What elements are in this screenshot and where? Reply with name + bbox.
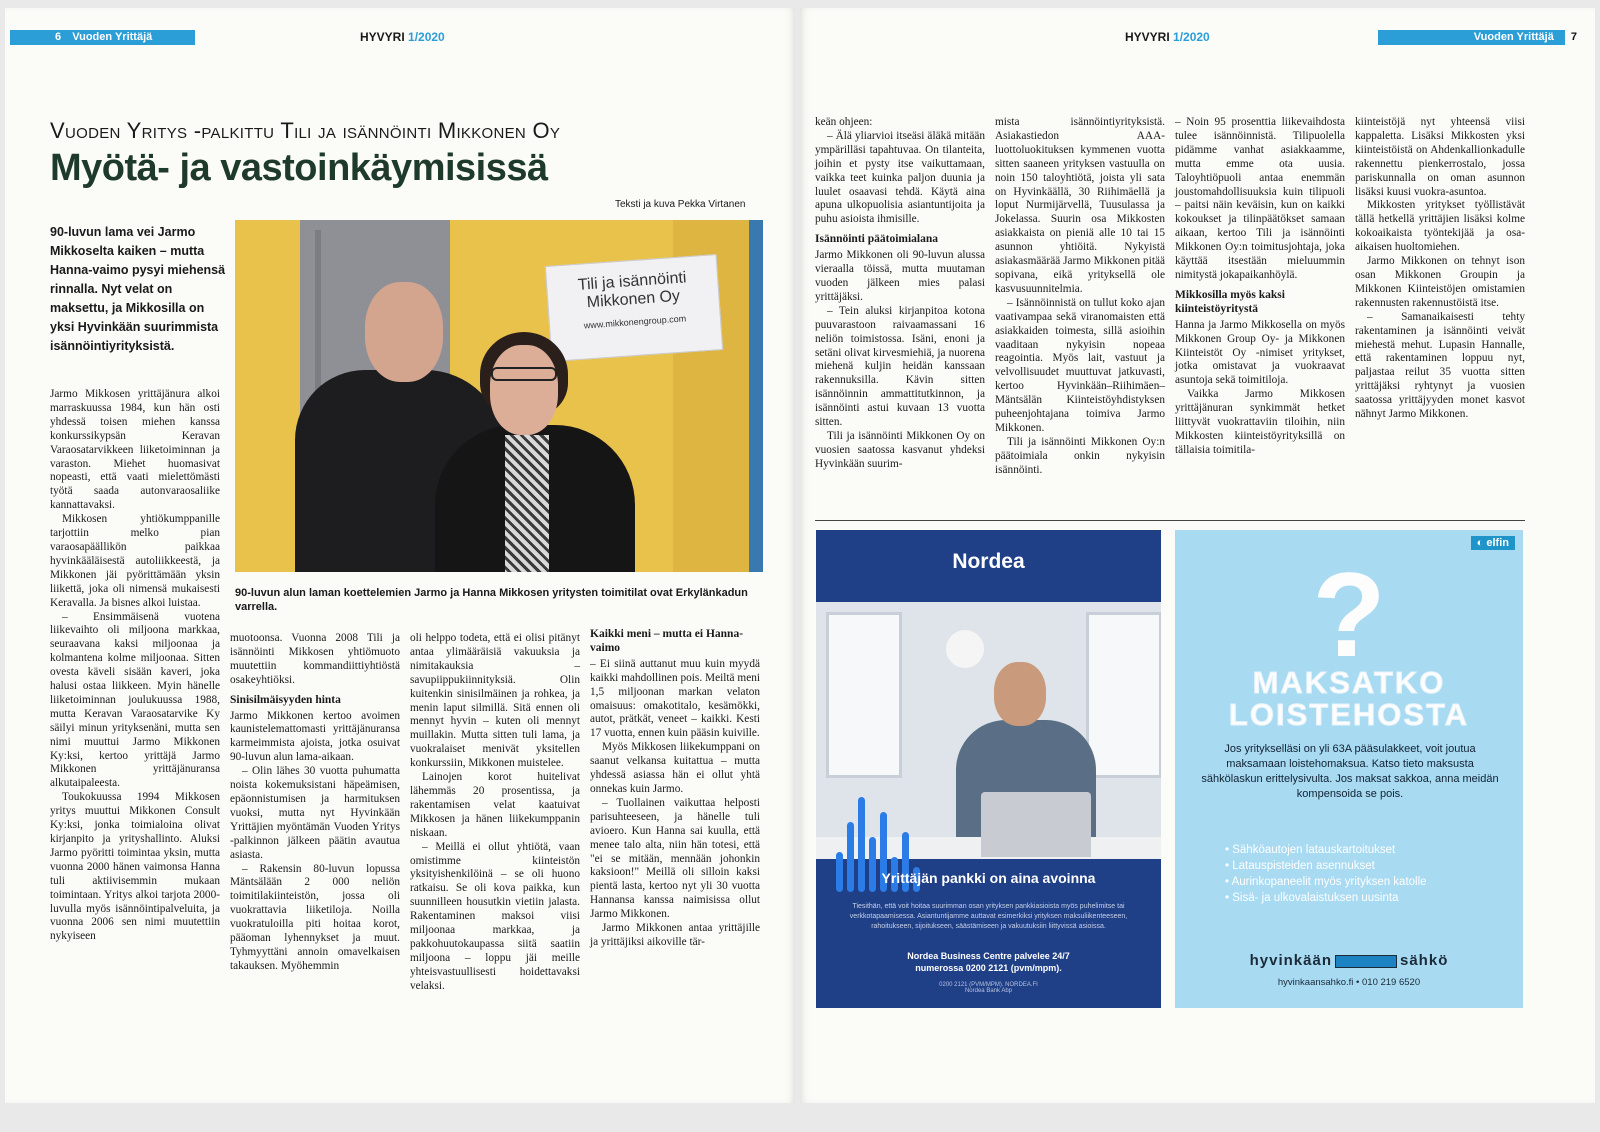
paragraph: Tili ja isännöinti Mikkonen Oy on vuosien saatossa kasvanut yhdeksi Hyvinkään suurim- [815,429,985,470]
paragraph: Jarmo Mikkonen oli 90-luvun alussa vieraalla töissä, mutta muutaman vuoden jälkeen mies palasi yrittäjäksi. [815,249,985,303]
paragraph: Myös Mikkosen liikekumppani on saanut velkansa kuitattua – mutta yhdessä asiassa hän ei ollut yhtä onnekas kuin Jarmo. [590,741,760,795]
paragraph: – Samanaikaisesti tehty rakentaminen ja isännöinti veivät miehestä mehut. Lupasin Hannalle, että rakentaminen loppuu nyt, paljastaa reilut 35 vuotta sitten yrittäjäksi ryhtynyt ja vuosien saatossa yrittäjyyden monet kasvot nähnyt Jarmo Mikkonen. [1355,310,1525,421]
article-column-1 [50,388,220,944]
paragraph: – Ensimmäisenä vuotena liikevaihto oli miljoona markkaa, seuraavana kaksi miljoonaa ja kolmantena kolme miljoonaa. Sitten ovesta käveli sisään kaveri, joka halusi ostaa liikkeen. Myin hänelle liiketoiminnan joulukuussa 1988, mutta Keravan Varaosatarvike Ky säilyi minun yrityksenäni, mutta sen nimi muuttui Jarmo Mikkonen Ky:ksi, kertoo yrittäjä Jarmo Mikkonen yrittäjänuransa alkutaipaleesta. [50,610,220,790]
article-column-8 [1355,116,1525,422]
photo-man-head [365,282,443,382]
issue-number: 1/2020 [408,30,445,44]
right-page-number: 7 [1565,30,1583,45]
photo-woman-head [490,345,558,435]
right-section-name: Vuoden Yrittäjä [1473,31,1554,43]
photo-caption: 90-luvun alun laman koettelemien Jarmo ja Hanna Mikkosen yritysten toimitilat ovat Erkylänkadun varrella. [235,587,748,613]
ad-title-line2: LOISTEHOSTA [1228,697,1470,732]
article-headline: Myötä- ja vastoinkäymisissä [50,147,548,189]
sign-line1: Tili ja isännöinti [577,269,688,294]
hyvinkaan-sahko-ad[interactable] [1175,530,1523,1008]
paragraph: – Ei siinä auttanut muu kuin myydä kaikki mahdollinen pois. Meiltä meni 1,5 miljoonan markan velaton omaisuus: omakotitalo, kesämökki, autot, prätkät, veneet – kaikki. Kesti 17 vuotta, ennen kuin pääsin kuiville. [590,657,760,740]
paragraph: oli helppo todeta, että ei olisi pitänyt antaa ylimääräisiä vakuuksia ja nimitakauksia – savupiippukiinnityksiä. Olin kuitenkin sinisilmäinen ja rohkea, ja menin laput silmillä. Sitä ennen oli mennyt hyvin – kuten oli mennyt muillakin. Mutta sitten tuli lama, ja vuokralaiset menivät yksitellen konkurssiin, Mikkonen muistelee. [410,632,580,770]
ad-body-text: Jos yritykselläsi on yli 63A pääsulakkeet, voit joutua maksamaan loistehomaksua. Katso tieto maksusta sähkölaskun erittelysivulta. Jos maksat sakkoa, anna meidän kompensoida se pois. [1201,743,1499,800]
article-column-3 [410,632,580,994]
paragraph: Toukokuussa 1994 Mikkosen yritys muuttui Mikkonen Consult Ky:ksi, jonka toimialoina olivat kirjanpito ja yrityshallinto. Aluksi Jarmo pyöritti toimintaa yksin, mutta vuonna 2000 hänen vaimonsa Hanna tuli aktiivisemmin mukaan toimintaan. Yritys alkoi tarjota 2000-luvulla myös isännöintipalveluita, ja vuonna 2006 sen nimi muutettiin nykyiseen [50,791,220,943]
paragraph: – Meillä ei ollut yhtiötä, vaan omistimme kiinteistön yksityishenkilöinä – se oli huono ratkaisu. Se oli kova paikka, kun suunnilleen housutkin vietiin jalasta. Rakentaminen maksoi viisi miljoonaa markkaa, ja pakkohuutokaupassa siitä saatiin miljoona – loppu jäi meille yhteisvastuullisesti hoidettavaksi velaksi. [410,840,580,992]
bc-line-2: numerossa 0200 2121 (pvm/mpm). [915,963,1062,973]
subheading: Sinisilmäisyyden hinta [230,693,341,706]
elfin-badge [1471,536,1515,550]
paragraph: Vaikka Jarmo Mikkosen yrittäjänuran synkimmät hetket liittyvät vuokrattaviin tiloihin, niin Mikkosten kiinteistöyrityksillä on tällaisia toimitila- [1175,388,1345,456]
service-list [1225,842,1427,906]
question-mark-icon: ? [1312,548,1386,682]
brand-block-icon [1335,955,1397,968]
paragraph: – Noin 95 prosenttia liikevaihdosta tulee isännöinnistä. Tilipuolella pidämme vanhat asiakkaamme, mutta emme ota uusia. Taloyhtiöpuoli antaa enemmän joustomahdollisuuksia kuin tilipuoli – paitsi näin keväisin, kun on kaikki kokoukset ja tilinpäätökset samaan aikaan, kertoo Tili ja isännöinti Mikkonen Oy:n toimitusjohtaja, joka käyttää itsestään mieluummin nimitystä jokapaikanhöylä. [1175,116,1345,281]
paragraph: Mikkosten yritykset työllistävät tällä hetkellä yrittäjien lisäksi kolme kokoaikaista työntekijää ja osa-aikaisen huoltomiehen. [1355,199,1525,254]
paragraph: Jarmo Mikkonen kertoo avoimen kaunistelemattomasti yrittäjänuransa karmeimmista ajoista, jotka osuivat 90-luvun alun lama-aikaan. [230,709,400,764]
paragraph: Jarmo Mikkonen on tehnyt ison osan Mikkonen Groupin ja Mikkonen Kiinteistöjen omistamien rakennusten rakennustöistä itse. [1355,255,1525,309]
ad-title-line1: MAKSATKO [1252,665,1446,700]
left-section-bar [10,30,195,45]
subheading: Isännöinti päätoimialana [815,233,939,246]
article-photo [235,220,763,572]
article-lead: 90-luvun lama vei Jarmo Mikkoselta kaiken – mutta Hanna-vaimo pysyi miehensä rinnalla. Nyt velat on maksettu, ja Mikkosilla on yksi Hyvinkään suurimmista isännöintiyrityksistä. [50,225,226,353]
issue-number: 1/2020 [1173,30,1210,44]
magazine-name: HYVYRI [360,30,405,44]
brand-left: hyvinkään [1249,952,1332,969]
nordea-ad-photo [816,602,1161,857]
article-column-6 [995,116,1165,478]
nordea-body-text: Tiesithän, että voit hoitaa suurimman osan yrityksen pankkiasioista myös puhelimitse tai verkkotapaamisessa. Asiantuntijamme auttavat esimerkiksi yrityksen maksuliikenteeseen, rahoitukseen, sijoitukseen, säästämiseen ja vakuutuksiin liittyvissä asioissa. [849,903,1128,930]
sign-line2: Mikkonen Oy [586,287,681,312]
paragraph: Jarmo Mikkosen yrittäjänura alkoi marraskuussa 1984, kun hän osti yhdessä toisen miehen kanssa konkurssikypsän Keravan Varaosatarvikkeen liiketoiminnan ja varaston. Miehet huomasivat nopeasti, että vaati mielettömästi työtä saada autonvaraosaliike kannattavaksi. [50,388,220,512]
article-byline: Teksti ja kuva Pekka Virtanen [615,199,746,210]
list-item: • Latauspisteiden asennukset [1225,858,1427,874]
scene-lamp [946,630,984,668]
scene-person-head [994,662,1046,726]
scene-window [826,612,902,778]
paragraph: – Isännöinnistä on tullut koko ajan vaativampaa sekä viranomaisten että asiakkaiden toimesta, sillä asioihin vaaditaan nykyisin nopeaa reagointia. Myös lait, vastuut ja velvollisuudet muuttuvat jatkuvasti, kertoo Hyvinkään–Riihimäen–Mäntsälän Kiinteistöyhdistyksen puheenjohtajana toimiva Jarmo Mikkonen. [995,296,1165,434]
list-item: • Sisä- ja ulkovalaistuksen uusinta [1225,890,1427,906]
magazine-name: HYVYRI [1125,30,1170,44]
ad-contact[interactable]: hyvinkaansahko.fi • 010 219 6520 [1277,977,1421,988]
elfin-label: elfin [1486,537,1509,549]
bc-line-1: Nordea Business Centre palvelee 24/7 [907,951,1070,961]
article-column-5 [815,116,985,472]
brand-right: sähkö [1400,952,1449,969]
article-kicker: Vuoden Yritys -palkittu Tili ja isännöinti Mikkonen Oy [50,118,561,143]
paragraph: Mikkosen yhtiökumppanille tarjottiin melko pian varaosapäällikön paikkaa hyvinkääläisestä autoliikkeestä, ja Mikkonen jäi pyörittämään yksin liikettä, joka oli nimensä mukaisesti Keravalla. Ja bisnes alkoi luistaa. [50,513,220,609]
article-column-4 [590,628,760,950]
paragraph: mista isännöintiyrityksistä. Asiakastiedon AAA-luottoluokituksen kymmenen vuotta sitten saaneen yrityksen vastuulla on noin 150 taloyhtiötä, joista yli sata on Hyvinkäällä, 30 Riihimäellä ja loput Nurmijärvellä, Tuusulassa ja Jokelassa. Suurin osa Mikkosten asiakkaista on pieniä alle 10 tai 15 asunnon yhtiöitä. Nykyistä asiakasmäärää Jarmo Mikkonen pitää sopivana, eikä yrityksellä ole kasvusuunnitelmia. [995,116,1165,295]
subheading: Kaikki meni – mutta ei Hanna-vaimo [590,628,744,654]
nordea-business-centre [816,950,1161,974]
photo-woman-glasses [491,367,557,381]
paragraph: – Rakensin 80-luvun lopussa Mäntsälään 2 000 neliön toimitilakiinteistön, jossa oli vuokrattavia liiketiloja. Noilla vuokratuloilla piti hoitaa korot, pääoman lyhennykset ja muut. Tyhmyyttäni annoin omavelkaisen takauksen. Myöhemmin [230,862,400,972]
paragraph: Lainojen korot huitelivat lähemmäs 20 prosentissa, ja rakentamisen velat kaatuivat Mikkosen ja hänen liikekumppanin niskaan. [410,771,580,839]
nordea-ad[interactable] [816,530,1161,1008]
left-section-name: Vuoden Yrittäjä [72,31,153,43]
left-page-number: 6 [55,31,62,43]
hyvinkaan-sahko-logo [1175,952,1523,969]
paragraph: – Olin lähes 30 vuotta puhumatta noista kokemuksistani häpeämisen, epäonnistumisen ja harmituksen vuoksi, mutta nyt Hyvinkään Yrittäjien myöntämän Vuoden Yritys -palkinnon jälkeen päätin avautua asiasta. [230,765,400,861]
left-magazine-title [360,30,445,44]
scene-laptop [981,792,1091,857]
photo-blue-edge [749,220,763,572]
paragraph: – Älä yliarvioi itseäsi äläkä mitään ympärilläsi tapahtuvaa. On tilanteita, joihin et pysty itse vaikuttamaan, vaikka teet kuinka paljon duunia ja luulet osaavasi tehdä. Käytä aina apuna ulkopuolisia asiantuntijoita ja puhu asioista ihmisille. [815,129,985,226]
photo-woman-blouse [505,435,549,572]
paragraph: muotoonsa. Vuonna 2008 Tili ja isännöinti Mikkosen yhtiömuoto muutettiin kommandiittiyhtiöstä osakeyhtiöksi. [230,632,400,686]
list-item: • Aurinkopaneelit myös yrityksen katolle [1225,874,1427,890]
left-page [5,8,795,1103]
scene-window [1086,612,1161,778]
paragraph: – Tuollainen vaikuttaa helposti parisuhteeseen, ja hänelle tuli avioero. Kun Hanna sai kuulla, että menee talo alta, niin hän totesi, että "ei se mitään, mennään johonkin kaksioon!" Meillä oli silloin kaksi pientä lasta, kertoo nyt yli 30 vuotta Hannansa kanssa naimisissa ollut Jarmo Mikkonen. [590,796,760,921]
paragraph: Tili ja isännöinti Mikkonen Oy:n päätoimiala onkin nykyisin isännöinti. [995,435,1165,476]
ad-divider [815,520,1525,521]
paragraph: Hanna ja Jarmo Mikkosella on myös Mikkonen Group Oy- ja Mikkonen Kiinteistöt Oy -nimiset yritykset, jotka omistavat ja vuokraavat asuntoja sekä toimitiloja. [1175,318,1345,387]
photo-company-sign [545,254,723,362]
paragraph: – Tein aluksi kirjanpitoa kotona puuvarastoon raivaamassani 16 neliön toimistossa. Isäni, enoni ja setäni olivat kirvesmiehiä, ja nuorena miehenä kuljin heidän kanssaan rakennuksilla. Kävin sitten isännöinnin ammattitutkinnon, ja isännöinti astui kuvaan 13 vuotta sitten. [815,304,985,429]
article-column-7 [1175,116,1345,458]
paragraph: keän ohjeen: [815,116,873,128]
fine-line-2: Nordea Bank Abp [964,988,1013,994]
list-item: • Sähköautojen latauskartoitukset [1225,842,1427,858]
nordea-tagline: Yrittäjän pankki on aina avoinna [881,870,1096,886]
elfin-logo-icon: ◐ [1476,537,1484,549]
fine-line-1: 0200 2121 (PVM/MPM). NORDEA.FI [939,982,1038,988]
right-magazine-title [1125,30,1210,44]
subheading: Mikkosilla myös kaksi kiinteistöyritystä [1175,288,1285,315]
sign-url: www.mikkonengroup.com [583,313,687,331]
right-section-bar [1378,30,1583,45]
nordea-logo: Nordea [952,550,1025,573]
nordea-fine-print [816,982,1161,994]
paragraph: Jarmo Mikkonen antaa yrittäjille ja yrittäjiksi aikoville tär- [590,922,760,948]
article-column-2 [230,632,400,974]
paragraph: kiinteistöjä nyt yhteensä viisi kappaletta. Lisäksi Mikkosten yksi kiinteistöistä on Ahdenkallionkadulle rakennettu pienkerrostalo, jossa pariskunnalla on oman asunnon lisäksi kuusi vuokra-asuntoa. [1355,116,1525,198]
